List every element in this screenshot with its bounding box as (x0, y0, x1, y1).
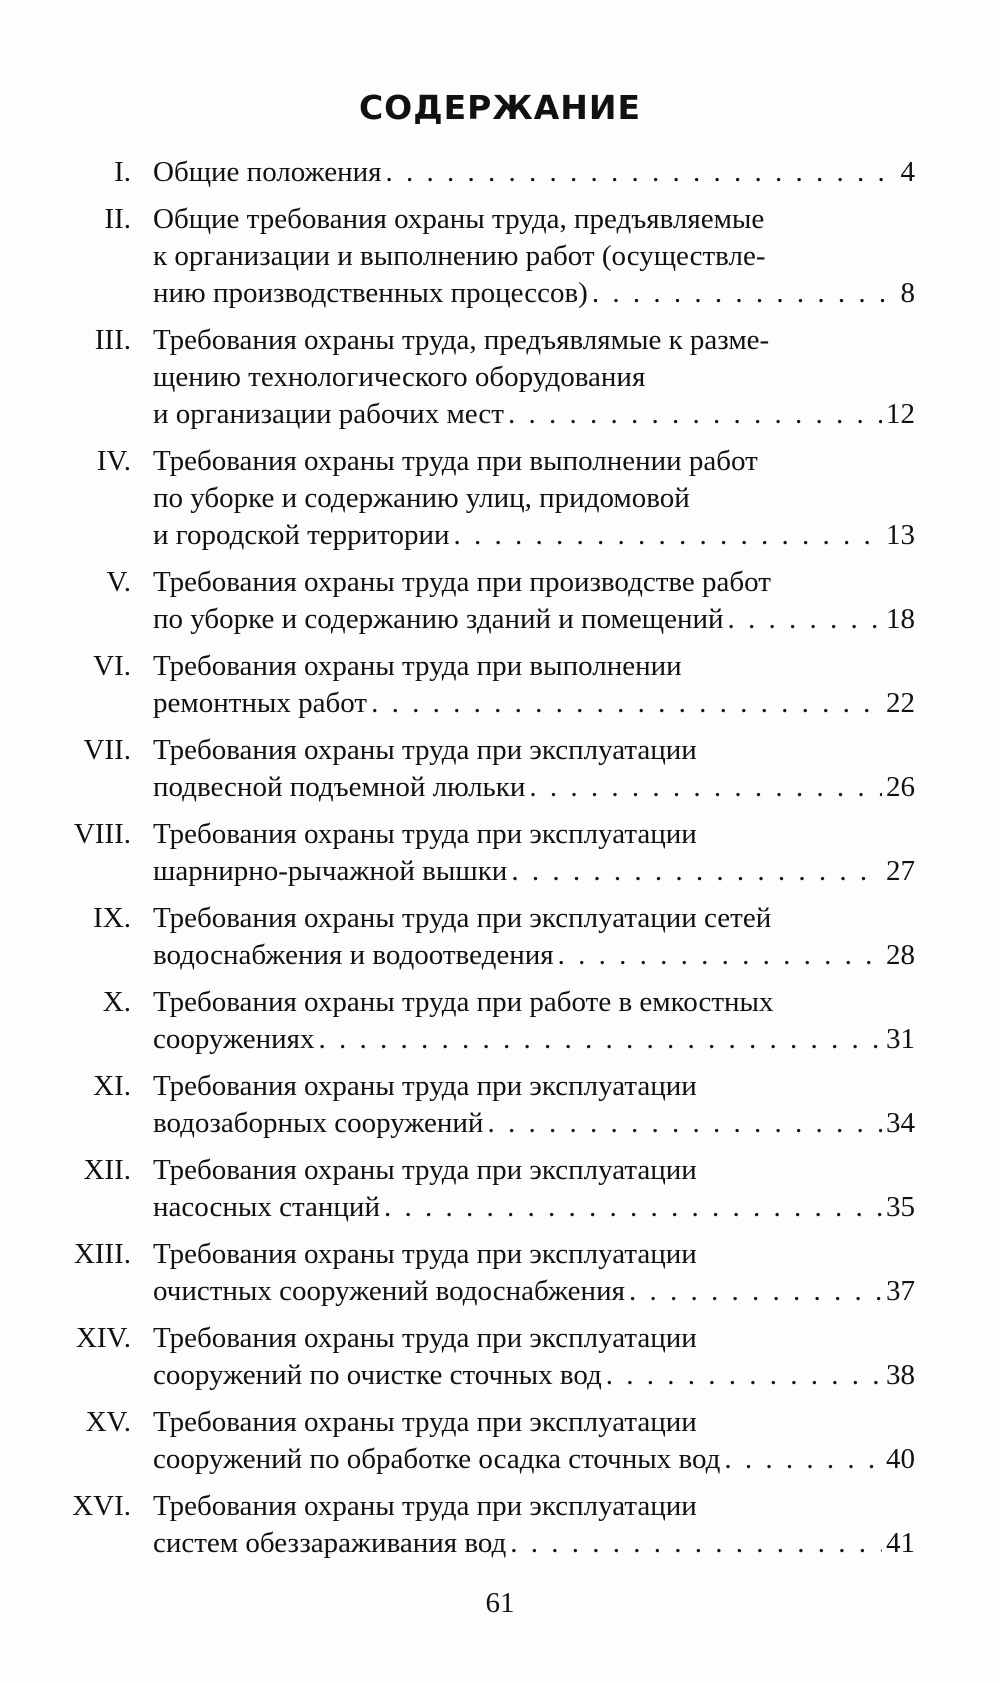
toc-entry (55, 1152, 915, 1226)
toc-entry-number: X. (102, 986, 131, 1018)
dot-leader (384, 1189, 882, 1226)
toc-entry-title-end: по уборке и содержанию зданий и помещений (153, 603, 724, 635)
toc-entry-page: 35 (886, 1191, 915, 1223)
toc-entry-line: Требования охраны труда при эксплуатации (153, 734, 697, 766)
page-title: СОДЕРЖАНИЕ (358, 88, 642, 127)
toc-entry-page: 34 (886, 1107, 915, 1139)
toc-entry-page: 26 (886, 771, 915, 803)
toc-entry-number: V. (106, 566, 131, 598)
toc-entry (55, 201, 915, 312)
dot-leader (529, 769, 882, 806)
toc-entry-line: Требования охраны труда при эксплуатации (153, 1490, 697, 1522)
toc-entry-body (153, 1488, 915, 1562)
toc-entry-last-line (153, 853, 915, 890)
toc-entry-last-line (153, 685, 915, 722)
toc-entry-body (153, 1152, 915, 1226)
dot-leader (511, 853, 882, 890)
toc-entry-body (153, 564, 915, 638)
toc-entry-last-line (153, 769, 915, 806)
toc-entry-title-end: и организации рабочих мест (153, 398, 504, 430)
toc-entry (55, 564, 915, 638)
toc-entry-page: 12 (886, 398, 915, 430)
toc-entry-number: XII. (83, 1154, 131, 1186)
toc-entry-last-line (153, 1525, 915, 1562)
toc-entry-body (153, 648, 915, 722)
toc-entry (55, 322, 915, 433)
toc-entry-page: 27 (886, 855, 915, 887)
toc-entry-body (153, 201, 915, 312)
toc-entry-title-end: насосных станций (153, 1191, 380, 1223)
toc-entry-last-line (153, 275, 915, 312)
dot-leader (510, 1525, 882, 1562)
toc-entry-body (153, 984, 915, 1058)
toc-entry-number: VII. (83, 734, 131, 766)
toc-entry-line: Требования охраны труда при эксплуатации (153, 1070, 697, 1102)
toc-entry (55, 1488, 915, 1562)
toc-entry-line: Общие требования охраны труда, предъявляемые (153, 203, 765, 235)
toc-entry-last-line (153, 601, 915, 638)
toc-entry-page: 41 (886, 1527, 915, 1559)
dot-leader (558, 937, 882, 974)
dot-leader (724, 1441, 882, 1478)
toc-entry-title-end: Общие положения (153, 156, 382, 188)
toc-entry-line: Требования охраны труда при эксплуатации (153, 1322, 697, 1354)
toc-entry (55, 732, 915, 806)
toc-entry-last-line (153, 937, 915, 974)
toc-entry-page: 22 (886, 687, 915, 719)
toc-entry-body (153, 443, 915, 554)
toc-entry-last-line (153, 154, 915, 191)
toc-entry (55, 154, 915, 191)
toc-entry-line: Требования охраны труда при эксплуатации (153, 1154, 697, 1186)
toc-entry-last-line (153, 1189, 915, 1226)
toc-entry-body (153, 732, 915, 806)
toc-entry-last-line (153, 1021, 915, 1058)
toc-entry-last-line (153, 1105, 915, 1142)
toc-entry-last-line (153, 517, 915, 554)
toc-entry-number: III. (94, 324, 131, 356)
toc-entry-last-line (153, 1273, 915, 1310)
toc-entry-page: 28 (886, 939, 915, 971)
toc-entry-number: XVI. (72, 1490, 131, 1522)
toc-entry (55, 443, 915, 554)
toc-entry-page: 31 (886, 1023, 915, 1055)
toc-entry (55, 1236, 915, 1310)
toc-entry-line: Требования охраны труда при эксплуатации (153, 1406, 697, 1438)
toc-entry (55, 1404, 915, 1478)
toc-entry-body (153, 900, 915, 974)
toc-entry-title-end: ремонтных работ (153, 687, 368, 719)
toc-entry-number: IX. (93, 902, 131, 934)
toc-entry (55, 984, 915, 1058)
toc-entry-number: I. (114, 156, 131, 188)
toc-entry-number: XI. (93, 1070, 131, 1102)
toc-entry-title-end: подвесной подъемной люльки (153, 771, 526, 803)
toc-entry-line: Требования охраны труда, предъявлямые к разме- (153, 324, 770, 356)
toc-entry-body (153, 1320, 915, 1394)
toc-entry-body (153, 1404, 915, 1478)
toc-entry-number: VI. (93, 650, 131, 682)
toc-entry-last-line (153, 1441, 915, 1478)
page-number: 61 (485, 1587, 515, 1619)
toc-entry-title-end: водоснабжения и водоотведения (153, 939, 554, 971)
toc-entry-title-end: шарнирно-рычажной вышки (153, 855, 508, 887)
toc-entry-line: Требования охраны труда при производстве работ (153, 566, 771, 598)
toc-entry-page: 18 (886, 603, 915, 635)
toc-entry-page: 37 (886, 1275, 915, 1307)
toc-entry-number: XIV. (75, 1322, 131, 1354)
toc-entry (55, 1068, 915, 1142)
toc-entry-line: Требования охраны труда при работе в емкостных (153, 986, 774, 1018)
toc-entry-page: 38 (886, 1359, 915, 1391)
toc-entry-line: Требования охраны труда при эксплуатации сетей (153, 902, 772, 934)
toc-entry-title-end: нию производственных процессов) (153, 277, 588, 309)
dot-leader (508, 396, 882, 433)
dot-leader (487, 1105, 882, 1142)
toc-entry-line: Требования охраны труда при выполнении (153, 650, 682, 682)
toc-entry-page: 8 (900, 277, 915, 309)
toc-entry-body (153, 816, 915, 890)
toc-entry-line: Требования охраны труда при эксплуатации (153, 818, 697, 850)
toc-entry (55, 816, 915, 890)
toc-entry-line: к организации и выполнению работ (осуществле- (153, 240, 766, 272)
dot-leader (592, 275, 897, 312)
toc-entry-title-end: и городской территории (153, 519, 450, 551)
dot-leader (606, 1357, 882, 1394)
dot-leader (454, 517, 882, 554)
toc-entry-last-line (153, 1357, 915, 1394)
toc-entry-title-end: очистных сооружений водоснабжения (153, 1275, 625, 1307)
dot-leader (371, 685, 882, 722)
toc-entry-title-end: систем обеззараживания вод (153, 1527, 507, 1559)
toc-entry-number: IV. (96, 445, 131, 477)
dot-leader (728, 601, 882, 638)
toc-entry-number: XV. (85, 1406, 131, 1438)
toc-entry (55, 1320, 915, 1394)
toc-entry-line: щению технологического оборудования (153, 361, 646, 393)
toc-entry-line: Требования охраны труда при выполнении работ (153, 445, 758, 477)
toc-entry-title-end: сооружениях (153, 1023, 315, 1055)
dot-leader (319, 1021, 882, 1058)
toc-entry-line: по уборке и содержанию улиц, придомовой (153, 482, 690, 514)
toc-entry-last-line (153, 396, 915, 433)
toc-entry-line: Требования охраны труда при эксплуатации (153, 1238, 697, 1270)
toc-entry-title-end: сооружений по обработке осадка сточных вод (153, 1443, 721, 1475)
toc-entry-number: II. (104, 203, 131, 235)
toc-entry-body (153, 154, 915, 191)
toc-entry-body (153, 322, 915, 433)
toc-entry (55, 648, 915, 722)
toc-entry-title-end: сооружений по очистке сточных вод (153, 1359, 602, 1391)
table-of-contents (55, 154, 915, 1572)
toc-entry-number: XIII. (73, 1238, 131, 1270)
toc-entry-title-end: водозаборных сооружений (153, 1107, 484, 1139)
toc-entry-body (153, 1068, 915, 1142)
toc-entry-page: 13 (886, 519, 915, 551)
dot-leader (629, 1273, 882, 1310)
toc-entry-body (153, 1236, 915, 1310)
dot-leader (385, 154, 896, 191)
toc-entry-page: 40 (886, 1443, 915, 1475)
toc-entry-number: VIII. (73, 818, 131, 850)
toc-entry-page: 4 (900, 156, 915, 188)
toc-entry (55, 900, 915, 974)
